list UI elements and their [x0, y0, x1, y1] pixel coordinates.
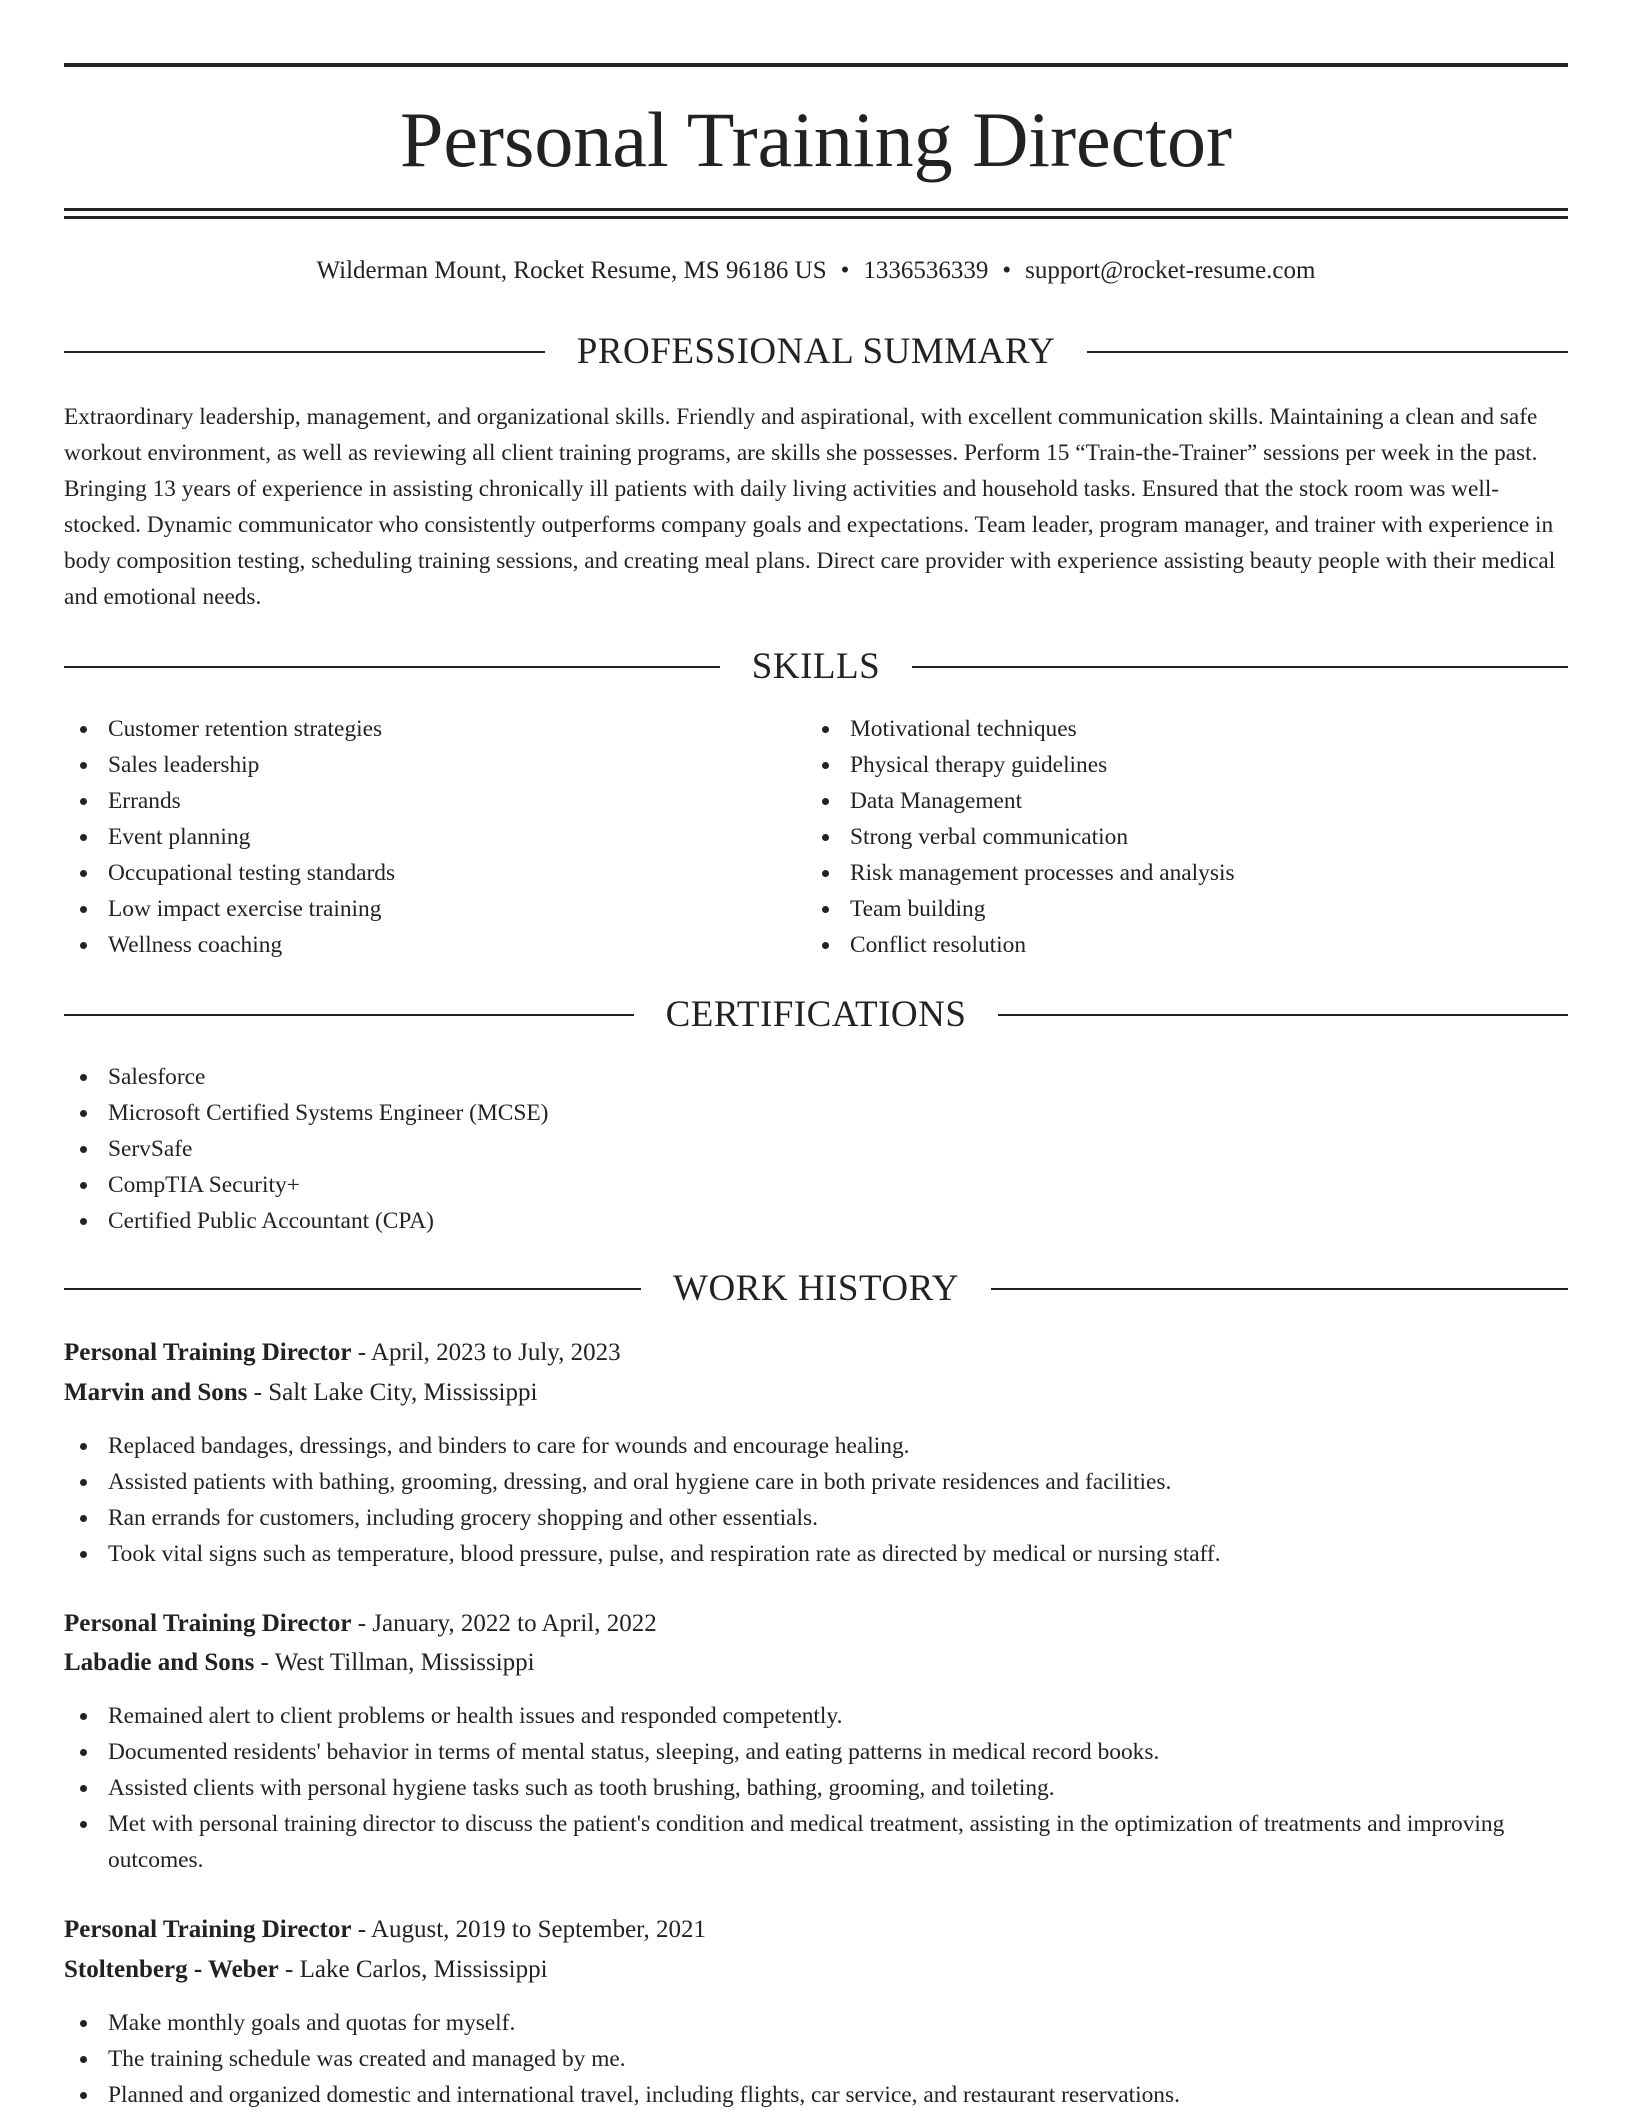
- heading-rule: [991, 1288, 1568, 1290]
- skills-heading-label: SKILLS: [751, 646, 881, 687]
- skill-item: Data Management: [806, 783, 1568, 819]
- job-location: - Lake Carlos, Mississippi: [278, 1956, 548, 1983]
- job-title: Personal Training Director: [64, 1339, 352, 1366]
- summary-text: Extraordinary leadership, management, and organizational skills. Friendly and aspirational, with excellent communication skills. Maintaining a clean and safe workout environment, as well as reviewing all client training programs, are skills she possesses. Perform 15 “Train-the-Trainer” sessions per week in the past. Bringing 13 years of experience in assisting chronically ill patients with daily living activities and household tasks. Ensured that the stock room was well-stocked. Dynamic communicator who consistently outperforms company goals and expectations. Team leader, program manager, and trainer with experience in body composition testing, scheduling training sessions, and creating meal plans. Direct care provider with experience assisting beauty people with their medical and emotional needs.: [64, 404, 1556, 610]
- job-location: - West Tillman, Mississippi: [254, 1649, 535, 1676]
- job-title-line: [64, 1606, 1568, 1642]
- skill-item: Strong verbal communication: [806, 819, 1568, 855]
- skill-item: Sales leadership: [64, 747, 804, 783]
- job-bullet: Assisted clients with personal hygiene tasks such as tooth brushing, bathing, grooming, and toileting.: [64, 1770, 1568, 1806]
- job-title-line: [64, 1912, 1568, 1948]
- heading-rule: [64, 666, 720, 668]
- job-company: Labadie and Sons: [64, 1649, 255, 1676]
- job-title-line: [64, 1335, 1568, 1371]
- contact-line: [64, 255, 1568, 287]
- top-rule: [64, 63, 1568, 67]
- certification-item: ServSafe: [64, 1131, 1568, 1167]
- heading-rule: [1087, 351, 1568, 353]
- job-company: Stoltenberg - Weber: [64, 1956, 279, 1983]
- job-bullets: [64, 1428, 1568, 1572]
- job-title: Personal Training Director: [64, 1916, 352, 1943]
- skill-item: Low impact exercise training: [64, 891, 804, 927]
- skill-item: Motivational techniques: [806, 711, 1568, 747]
- work-history-heading-label: WORK HISTORY: [673, 1268, 959, 1309]
- certifications-heading-label: CERTIFICATIONS: [665, 994, 967, 1035]
- job-title: Personal Training Director: [64, 1610, 352, 1637]
- certifications-heading: [64, 993, 1568, 1037]
- job-bullet: Planned and organized domestic and international travel, including flights, car service, and restaurant reservations.: [64, 2077, 1568, 2113]
- summary-heading: [64, 330, 1568, 374]
- job-bullet: Documented residents' behavior in terms of mental status, sleeping, and eating patterns in medical record books.: [64, 1734, 1568, 1770]
- certification-item: Microsoft Certified Systems Engineer (MCSE): [64, 1095, 1568, 1131]
- skill-item: Conflict resolution: [806, 927, 1568, 963]
- job-bullet: Replaced bandages, dressings, and binders to care for wounds and encourage healing.: [64, 1428, 1568, 1464]
- skill-item: Wellness coaching: [64, 927, 804, 963]
- job-bullet: Remained alert to client problems or health issues and responded competently.: [64, 1698, 1568, 1734]
- heading-rule: [64, 1014, 634, 1016]
- skill-item: Customer retention strategies: [64, 711, 804, 747]
- job-bullet: Assisted patients with bathing, grooming, dressing, and oral hygiene care in both private residences and facilities.: [64, 1464, 1568, 1500]
- job-location: - Salt Lake City, Mississippi: [247, 1379, 538, 1406]
- heading-rule: [64, 1288, 641, 1290]
- summary-heading-label: PROFESSIONAL SUMMARY: [576, 331, 1056, 372]
- contact-phone: 1336536339: [863, 257, 989, 284]
- work-history-heading: [64, 1267, 1568, 1311]
- contact-address: Wilderman Mount, Rocket Resume, MS 96186 US: [316, 257, 827, 284]
- skill-item: Event planning: [64, 819, 804, 855]
- job-company-line: [64, 1375, 1568, 1411]
- skill-item: Errands: [64, 783, 804, 819]
- job-dates: - January, 2022 to April, 2022: [351, 1610, 657, 1637]
- certification-item: Certified Public Accountant (CPA): [64, 1203, 1568, 1239]
- skill-item: Risk management processes and analysis: [806, 855, 1568, 891]
- skill-item: Physical therapy guidelines: [806, 747, 1568, 783]
- heading-rule: [64, 351, 545, 353]
- heading-rule: [912, 666, 1568, 668]
- skills-list-right: [806, 711, 1568, 963]
- job-bullet: The training schedule was created and managed by me.: [64, 2041, 1568, 2077]
- contact-separator: •: [840, 257, 850, 284]
- job-bullet: Took vital signs such as temperature, blood pressure, pulse, and respiration rate as directed by medical or nursing staff.: [64, 1536, 1568, 1572]
- job-dates: - August, 2019 to September, 2021: [351, 1916, 706, 1943]
- job-company: Marvin and Sons: [64, 1379, 248, 1406]
- skill-item: Occupational testing standards: [64, 855, 804, 891]
- contact-separator: •: [1002, 257, 1012, 284]
- title-rule-upper: [64, 208, 1568, 211]
- page-title: Personal Training Director: [400, 96, 1232, 183]
- job-company-line: [64, 1645, 1568, 1681]
- job-bullet: Make monthly goals and quotas for myself.: [64, 2005, 1568, 2041]
- job-bullets: [64, 1698, 1568, 1878]
- contact-email: support@rocket-resume.com: [1025, 257, 1316, 284]
- skill-item: Team building: [806, 891, 1568, 927]
- job-dates: - April, 2023 to July, 2023: [351, 1339, 621, 1366]
- certifications-list: [64, 1059, 1568, 1239]
- skills-list-left: [64, 711, 804, 963]
- certification-item: Salesforce: [64, 1059, 1568, 1095]
- title-rule-lower: [64, 216, 1568, 219]
- job-bullet: Ran errands for customers, including grocery shopping and other essentials.: [64, 1500, 1568, 1536]
- job-bullets: [64, 2005, 1568, 2113]
- job-company-line: [64, 1952, 1568, 1988]
- certification-item: CompTIA Security+: [64, 1167, 1568, 1203]
- skills-heading: [64, 645, 1568, 689]
- job-bullet: Met with personal training director to discuss the patient's condition and medical treatment, assisting in the optimization of treatments and improving outcomes.: [64, 1806, 1568, 1878]
- heading-rule: [998, 1014, 1568, 1016]
